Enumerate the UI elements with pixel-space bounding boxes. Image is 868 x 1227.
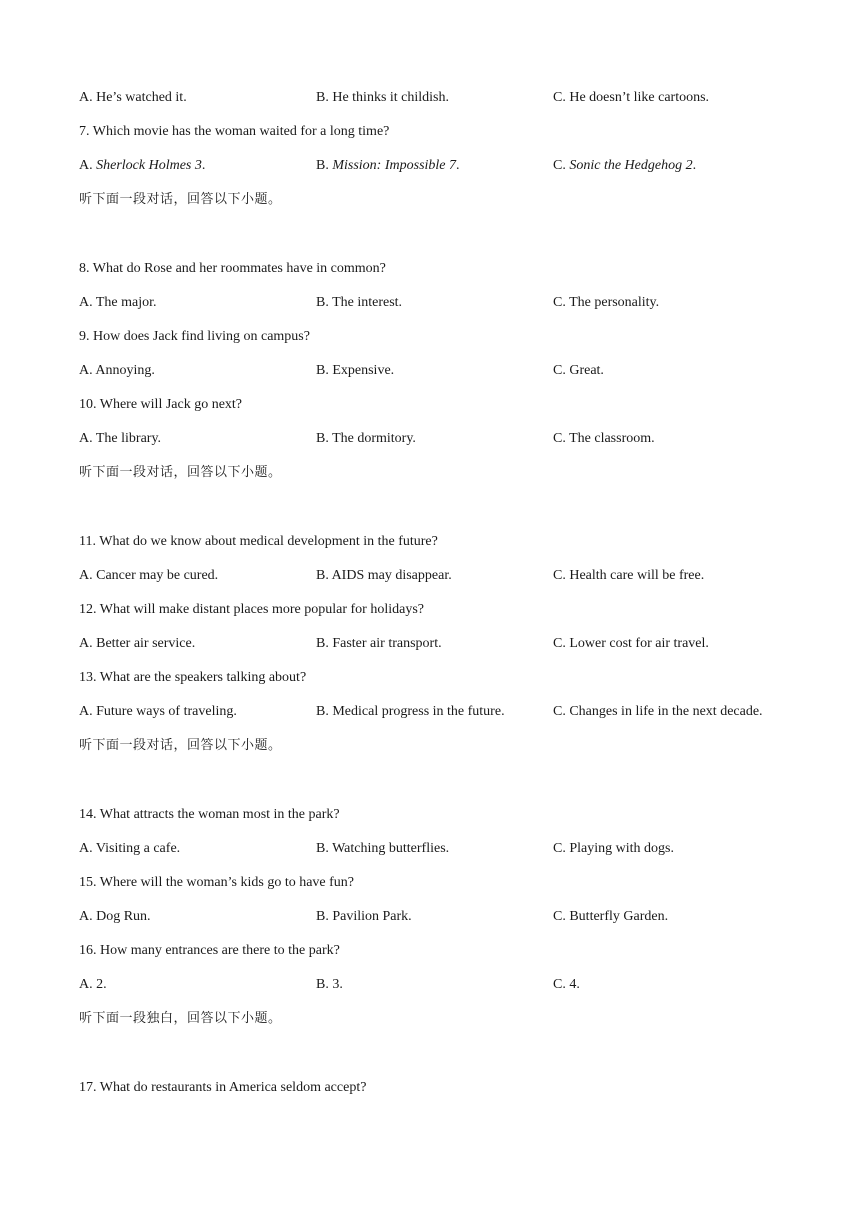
q6-option-a: A. He’s watched it.: [79, 90, 187, 105]
q8-option-a: A. The major.: [79, 295, 157, 310]
q8-option-c: C. The personality.: [553, 295, 660, 310]
q7-question: 7. Which movie has the woman waited for a long time?: [79, 124, 390, 139]
q7-option-a: A. Sherlock Holmes 3.: [79, 158, 206, 173]
instruction-monologue: 听下面一段独白，回答以下小题。: [79, 1011, 282, 1026]
q15-question: 15. Where will the woman’s kids go to have fun?: [79, 875, 355, 890]
q8-option-b: B. The interest.: [316, 295, 403, 310]
q15-option-a: A. Dog Run.: [79, 909, 151, 924]
q7-option-b: B. Mission: Impossible 7.: [316, 158, 460, 173]
q11-question: 11. What do we know about medical development in the future?: [79, 534, 438, 549]
q13-option-a: A. Future ways of traveling.: [79, 704, 237, 719]
q10-option-c: C. The classroom.: [553, 431, 655, 446]
q6-option-b: B. He thinks it childish.: [316, 90, 449, 105]
q10-option-a: A. The library.: [79, 431, 162, 446]
instruction-dialogue: 听下面一段对话，回答以下小题。: [79, 465, 282, 480]
q13-option-c: C. Changes in life in the next decade.: [553, 704, 763, 719]
instruction-dialogue: 听下面一段对话，回答以下小题。: [79, 192, 282, 207]
q12-option-a: A. Better air service.: [79, 636, 196, 651]
q14-option-c: C. Playing with dogs.: [553, 841, 674, 856]
q15-option-b: B. Pavilion Park.: [316, 909, 412, 924]
q10-question: 10. Where will Jack go next?: [79, 397, 243, 412]
q16-option-a: A. 2.: [79, 977, 107, 992]
q11-option-c: C. Health care will be free.: [553, 568, 705, 583]
q12-option-c: C. Lower cost for air travel.: [553, 636, 709, 651]
q8-question: 8. What do Rose and her roommates have in common?: [79, 261, 386, 276]
q16-option-c: C. 4.: [553, 977, 580, 992]
q14-question: 14. What attracts the woman most in the park?: [79, 807, 340, 822]
q7-option-c: C. Sonic the Hedgehog 2.: [553, 158, 697, 173]
q12-option-b: B. Faster air transport.: [316, 636, 442, 651]
q13-question: 13. What are the speakers talking about?: [79, 670, 307, 685]
q15-option-c: C. Butterfly Garden.: [553, 909, 669, 924]
q14-option-a: A. Visiting a cafe.: [79, 841, 181, 856]
q12-question: 12. What will make distant places more popular for holidays?: [79, 602, 424, 617]
q11-option-a: A. Cancer may be cured.: [79, 568, 219, 583]
q9-option-b: B. Expensive.: [316, 363, 395, 378]
q10-option-b: B. The dormitory.: [316, 431, 416, 446]
q9-question: 9. How does Jack find living on campus?: [79, 329, 310, 344]
instruction-dialogue: 听下面一段对话，回答以下小题。: [79, 738, 282, 753]
q14-option-b: B. Watching butterflies.: [316, 841, 450, 856]
q16-option-b: B. 3.: [316, 977, 343, 992]
q9-option-a: A. Annoying.: [79, 363, 155, 378]
q11-option-b: B. AIDS may disappear.: [316, 568, 452, 583]
q17-question: 17. What do restaurants in America seldom accept?: [79, 1080, 367, 1095]
q16-question: 16. How many entrances are there to the park?: [79, 943, 340, 958]
q6-option-c: C. He doesn’t like cartoons.: [553, 90, 710, 105]
q13-option-b: B. Medical progress in the future.: [316, 704, 505, 719]
q9-option-c: C. Great.: [553, 363, 604, 378]
